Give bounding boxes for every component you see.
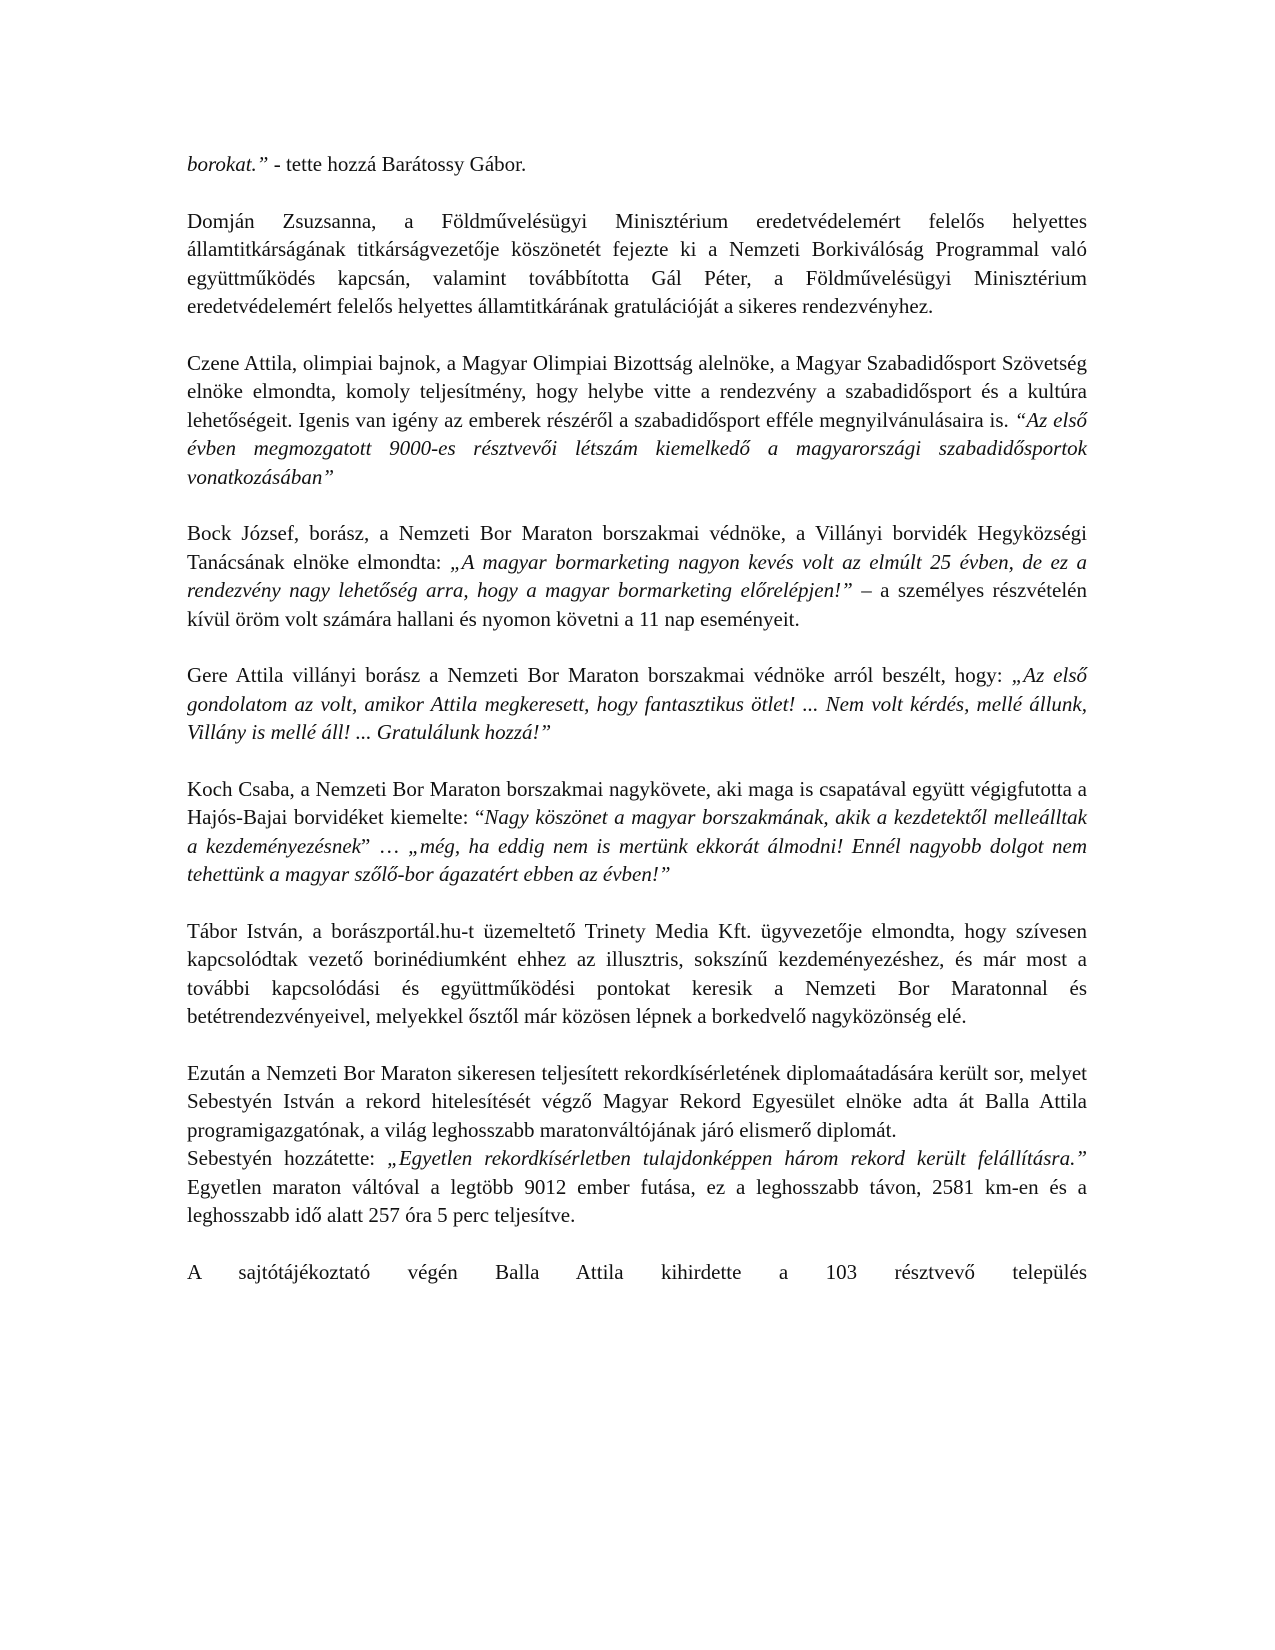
body-text: - tette hozzá Barátossy Gábor.	[268, 152, 527, 176]
body-text: Domján Zsuzsanna, a Földművelésügyi Minisztérium eredetvédelemért felelős helyettes államtitkárságának titkárságvezetője köszönetét fejezte ki a Nemzeti Borkiválóság Programmal való együttműködés kapcsán, valamint továbbította Gál Péter, a Földművelésügyi Minisztérium eredetvédelemért felelős helyettes államtitkárának gratulációját a sikeres rendezvényhez.	[187, 208, 1087, 318]
body-text: Egyetlen maraton váltóval a legtöbb 9012 ember futása, ez a leghosszabb távon, 2581 km-en és a leghosszabb idő alatt 257 óra 5 perc teljesítve.	[187, 1174, 1087, 1227]
paragraph-p5	[187, 775, 1087, 889]
paragraph-p3	[187, 519, 1087, 633]
body-text: Sebestyén hozzátette:	[187, 1146, 388, 1170]
body-text: Bock József, borász, a Nemzeti Bor Maraton borszakmai védnöke, a Villányi borvidék Hegyközségi Tanácsának elnöke elmondta:	[187, 521, 1087, 574]
body-text: A sajtótájékoztató végén Balla Attila kihirdette a 103 résztvevő település	[187, 1259, 1087, 1284]
paragraph-p2	[187, 349, 1087, 492]
document-page	[187, 150, 1087, 1314]
body-text: – a személyes részvételén kívül öröm volt számára hallani és nyomon követni a 11 nap eseményeit.	[187, 578, 1087, 631]
body-text: Tábor István, a borászportál.hu-t üzemeltető Trinety Media Kft. ügyvezetője elmondta, hogy szívesen kapcsolódtak vezető borinédiumként ehhez az illusztris, sokszínű kezdeményezéshez, és már most a további kapcsolódási és együttműködési pontokat keresik a Nemzeti Bor Maratonnal és betétrendezvényeivel, melyekkel ősztől már közösen lépnek a borkedvelő nagyközönség elé.	[187, 918, 1087, 1028]
paragraph-p4	[187, 661, 1087, 747]
paragraph-p8	[187, 1144, 1087, 1230]
quote-text: „A magyar bormarketing nagyon kevés volt az elmúlt 25 évben, de ez a rendezvény nagy lehetőség arra, hogy a magyar bormarketing előrelépjen!”	[187, 549, 1088, 602]
body-text: Ezután a Nemzeti Bor Maraton sikeresen teljesített rekordkísérletének diplomaátadására került sor, melyet Sebestyén István a rekord hitelesítését végző Magyar Rekord Egyesület elnöke adta át Balla Attila programigazgatónak, a világ leghosszabb maratonváltójának járó elismerő diplomát.	[187, 1060, 1087, 1142]
quote-text: “Az első évben megmozgatott 9000-es résztvevői létszám kiemelkedő a magyarországi szabadidősportok vonatkozásában”	[187, 407, 1087, 489]
paragraph-p9	[187, 1258, 1087, 1287]
paragraph-p1	[187, 207, 1087, 321]
paragraph-p0	[187, 150, 1087, 179]
body-text: Koch Csaba, a Nemzeti Bor Maraton borszakmai nagykövete, aki maga is csapatával együtt végigfutotta a Hajós-Bajai borvidéket kiemelte: “	[187, 776, 1087, 829]
body-text: Gere Attila villányi borász a Nemzeti Bor Maraton borszakmai védnöke arról beszélt, hogy:	[187, 663, 1012, 687]
quote-text: „Az első gondolatom az volt, amikor Attila megkeresett, hogy fantasztikus ötlet! ... Nem volt kérdés, mellé állunk, Villány is mellé áll! ... Gratulálunk hozzá!”	[187, 663, 1087, 744]
body-text: ” …	[361, 833, 409, 858]
quote-text: „még, ha eddig nem is mertünk ekkorát álmodni! Ennél nagyobb dolgot nem tehettünk a magyar szőlő-bor ágazatért ebben az évben!”	[187, 833, 1087, 886]
paragraph-p6	[187, 917, 1087, 1031]
quote-text: borokat.”	[187, 152, 269, 176]
quote-text: Nagy köszönet a magyar borszakmának, akik a kezdetektől melleálltak a kezdeményezésnek	[187, 805, 1087, 858]
body-text: Czene Attila, olimpiai bajnok, a Magyar Olimpiai Bizottság alelnöke, a Magyar Szabadidősport Szövetség elnöke elmondta, komoly teljesítmény, hogy helybe vitte a rendezvény a szabadidősport és a kultúra lehetőségeit. Igenis van igény az emberek részéről a szabadidősport efféle megnyilvánulásaira is.	[187, 350, 1087, 432]
quote-text: „Egyetlen rekordkísérletben tulajdonképpen három rekord került felállításra.”	[387, 1146, 1088, 1170]
paragraph-p7	[187, 1059, 1087, 1145]
